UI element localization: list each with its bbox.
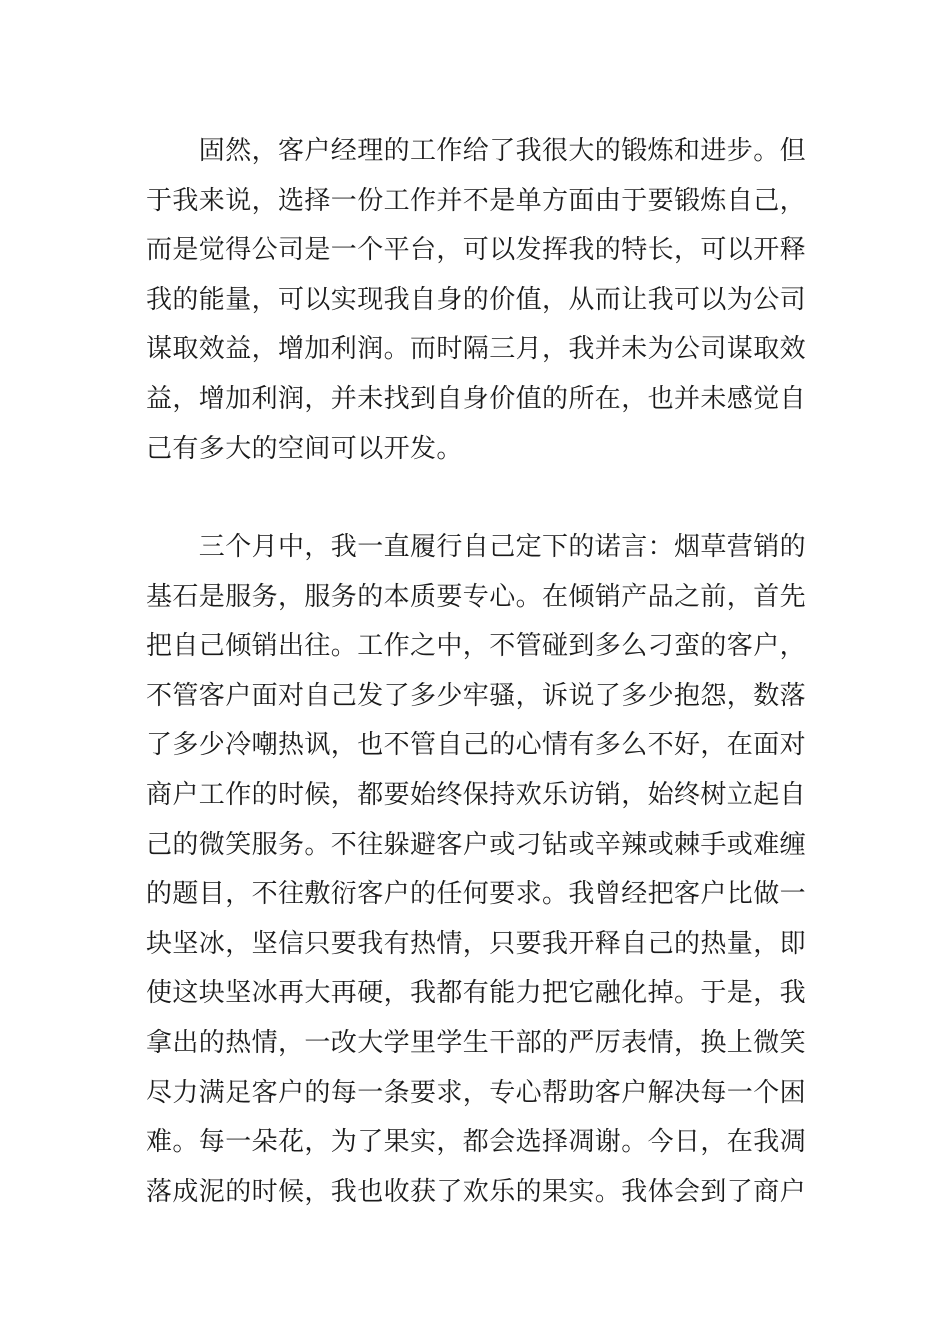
paragraph-1 xyxy=(146,127,806,474)
text-line: 商户工作的时候，都要始终保持欢乐访销，始终树立起自 xyxy=(146,779,807,810)
text-line: 尽力满足客户的每一条要求，专心帮助客户解决每一个困 xyxy=(146,1077,807,1108)
text-line: 拿出的热情，一改大学里学生干部的严厉表情，换上微笑 xyxy=(146,1027,807,1058)
text-line: 难。每一朵花，为了果实，都会选择凋谢。今日，在我凋 xyxy=(146,1127,807,1158)
text-line: 而是觉得公司是一个平台，可以发挥我的特长，可以开释 xyxy=(146,235,807,266)
text-line: 益，增加利润，并未找到自身价值的所在，也并未感觉自 xyxy=(146,383,807,414)
text-line: 己的微笑服务。不往躲避客户或刁钻或辛辣或棘手或难缠 xyxy=(146,829,807,860)
paragraph-2 xyxy=(146,523,806,1217)
text-line: 固然，客户经理的工作给了我很大的锻炼和进步。但 xyxy=(146,136,807,166)
text-line: 落成泥的时候，我也收获了欢乐的果实。我体会到了商户 xyxy=(146,1176,807,1207)
text-line: 我的能量，可以实现我自身的价值，从而让我可以为公司 xyxy=(146,284,807,315)
text-line: 不管客户面对自己发了多少牢骚，诉说了多少抱怨，数落 xyxy=(146,680,807,711)
text-line: 于我来说，选择一份工作并不是单方面由于要锻炼自己， xyxy=(146,185,807,216)
text-line: 己有多大的空间可以开发。 xyxy=(146,433,463,464)
text-line: 的题目，不往敷衍客户的任何要求。我曾经把客户比做一 xyxy=(146,879,807,910)
text-line: 谋取效益，增加利润。而时隔三月，我并未为公司谋取效 xyxy=(146,334,807,365)
text-line: 块坚冰，坚信只要我有热情，只要我开释自己的热量，即 xyxy=(146,928,807,959)
text-line: 基石是服务，服务的本质要专心。在倾销产品之前，首先 xyxy=(146,581,807,612)
text-line: 使这块坚冰再大再硬，我都有能力把它融化掉。于是，我 xyxy=(146,978,807,1009)
text-line: 三个月中，我一直履行自己定下的诺言：烟草营销的 xyxy=(146,532,807,562)
text-line: 了多少冷嘲热讽，也不管自己的心情有多么不好，在面对 xyxy=(146,730,807,761)
text-line: 把自己倾销出往。工作之中，不管碰到多么刁蛮的客户， xyxy=(146,631,807,662)
